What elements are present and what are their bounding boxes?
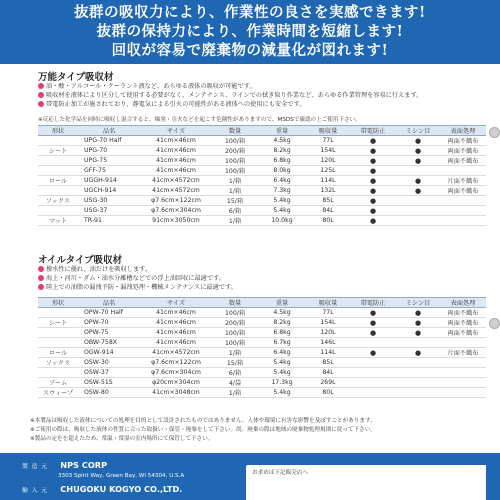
table-row xyxy=(38,136,486,146)
universal-bullets xyxy=(38,82,482,110)
bullet-item: 陸上での油脂の漏洩予防・漏洩処理・機械メンテナンスに最適です。 xyxy=(38,283,482,292)
bullet-item: 帯電防止加工が施されており、静電気による引火の可能性がある液体への使用にも安全です。 xyxy=(38,100,482,109)
table-row xyxy=(38,166,486,176)
table-cell: 6.7kg xyxy=(258,338,306,348)
column-header: 重量 xyxy=(258,298,306,308)
table-cell: 1/箱 xyxy=(212,388,258,398)
column-header: 数量 xyxy=(212,298,258,308)
section-title-oil: オイルタイプ吸収材 xyxy=(38,255,123,266)
table-cell: 269L xyxy=(306,378,350,388)
footnote: ※本製品は吸収した液体についての処理を目的として設計されたものではありません。人体や環境に有害な影響を及ぼすことがあります。 xyxy=(30,418,376,424)
table-cell: シート xyxy=(38,146,78,156)
column-header: 形状 xyxy=(38,298,78,308)
table-cell xyxy=(350,338,396,348)
table-cell: 15/箱 xyxy=(212,358,258,368)
column-header: 表面処理 xyxy=(440,298,486,308)
table-cell xyxy=(38,156,78,166)
column-header: ミシン目 xyxy=(396,126,440,136)
table-cell: 両面不織布 xyxy=(440,308,486,318)
manufacturer-row xyxy=(22,460,107,470)
table-cell xyxy=(38,338,78,348)
column-header: 帯電防止 xyxy=(350,126,396,136)
header-line-1: 抜群の吸収力により、作業性の良さを実感できます! xyxy=(74,4,426,21)
table-cell: 100/箱 xyxy=(212,338,258,348)
table-cell: ブーム xyxy=(38,378,78,388)
table-cell: 7.3kg xyxy=(258,186,306,196)
table-row xyxy=(38,146,486,156)
table-row xyxy=(38,176,486,186)
table-cell xyxy=(38,136,78,146)
table-cell: 41cm×4572cm xyxy=(140,176,212,186)
bullet-dot-icon xyxy=(38,275,44,281)
table-cell: UPG-70 xyxy=(78,146,140,156)
table-cell xyxy=(38,186,78,196)
table-cell: スウィープ xyxy=(38,388,78,398)
table-cell: 100/箱 xyxy=(212,156,258,166)
bullet-item: 撥水性に優れ、油だけを吸収します。 xyxy=(38,265,482,274)
dealer-label: お求めは下記販売店へ xyxy=(252,470,308,476)
universal-note: ※反応した化学品を同時に吸収し混合すると、爆発・引火などを起こす危険性がありますので、MSDSで確認の上ご使用下さい。 xyxy=(38,117,361,123)
table-cell: 5.4kg xyxy=(258,368,306,378)
binder-hole xyxy=(489,318,500,329)
table-cell: OSW-37 xyxy=(78,368,140,378)
bullet-dot-icon xyxy=(38,284,44,290)
oil-bullets xyxy=(38,265,482,293)
manufacturer-address: 3303 Spirit Way, Green Bay, WI 54304, U.S.A xyxy=(58,473,185,479)
table-cell xyxy=(396,358,440,368)
table-cell xyxy=(440,358,486,368)
table-cell: 片面不織布 xyxy=(440,176,486,186)
table-cell: UPG-75 xyxy=(78,156,140,166)
table-header-row xyxy=(38,126,486,136)
table-cell: 5.4kg xyxy=(258,196,306,206)
table-cell: ロール xyxy=(38,348,78,358)
table-cell: 84L xyxy=(306,206,350,216)
table-cell xyxy=(396,206,440,216)
table-cell xyxy=(350,378,396,388)
table-cell: 41cm×46cm xyxy=(140,328,212,338)
section-title-universal: 万能タイプ吸収材 xyxy=(38,72,114,83)
table-cell: φ20cm×304cm xyxy=(140,378,212,388)
importer-name: CHUGOKU KOGYO CO.,LTD. xyxy=(60,484,183,494)
check-dot-icon: ● xyxy=(350,196,396,206)
table-cell xyxy=(440,378,486,388)
table-cell xyxy=(396,166,440,176)
table-cell: 41cm×4572cm xyxy=(140,348,212,358)
table-cell: 125L xyxy=(306,166,350,176)
column-header: 吸収量 xyxy=(306,298,350,308)
table-cell xyxy=(396,388,440,398)
table-row xyxy=(38,186,486,196)
table-cell: φ7.6cm×304cm xyxy=(140,368,212,378)
oil-spec-table xyxy=(38,297,486,398)
table-cell: USG-30 xyxy=(78,196,140,206)
table-cell xyxy=(38,328,78,338)
table-cell: 41cm×46cm xyxy=(140,146,212,156)
table-cell: 4.5kg xyxy=(258,136,306,146)
importer-label: 輸 入 元 xyxy=(22,488,49,494)
table-row xyxy=(38,196,486,206)
table-cell: 132L xyxy=(306,186,350,196)
check-dot-icon: ● xyxy=(396,348,440,358)
table-cell: 84L xyxy=(306,368,350,378)
table-cell: 6.4kg xyxy=(258,176,306,186)
table-cell: 80L xyxy=(306,216,350,226)
table-cell xyxy=(396,216,440,226)
check-dot-icon: ● xyxy=(350,176,396,186)
bullet-dot-icon xyxy=(38,92,44,98)
table-row xyxy=(38,338,486,348)
column-header: 表面処理 xyxy=(440,126,486,136)
table-cell: 両面不織布 xyxy=(440,318,486,328)
table-cell: 41cm×46cm xyxy=(140,318,212,328)
table-row xyxy=(38,308,486,318)
table-cell: 41cm×4572cm xyxy=(140,186,212,196)
dealer-box xyxy=(246,465,486,500)
table-cell: UGGH-914 xyxy=(78,176,140,186)
table-cell: ソックス xyxy=(38,196,78,206)
check-dot-icon: ● xyxy=(350,328,396,338)
table-cell: 8.0kg xyxy=(258,166,306,176)
column-header: 帯電防止 xyxy=(350,298,396,308)
table-cell: ロール xyxy=(38,176,78,186)
table-cell: 77L xyxy=(306,136,350,146)
table-cell: 80L xyxy=(306,388,350,398)
table-cell: 41cm×46cm xyxy=(140,338,212,348)
column-header: サイズ xyxy=(140,126,212,136)
table-cell: 100/箱 xyxy=(212,166,258,176)
header-line-3: 回収が容易で廃棄物の減量化が図れます! xyxy=(111,42,389,59)
footnote: ※ご使用の際は、吸収した液体の性質に合った取扱い・保管・廃棄をして下さい。尚、廃棄の際は地域の廃棄物処理規則に従って下さい。 xyxy=(30,427,376,433)
table-cell: 120L xyxy=(306,328,350,338)
table-cell xyxy=(440,388,486,398)
table-cell: OSW-30 xyxy=(78,358,140,368)
table-cell: OSW-51S xyxy=(78,378,140,388)
table-cell: 85L xyxy=(306,358,350,368)
bullet-item: 吸収材を液体により区分して使用する必要がなく、メンテナンス、ラインでの拭き取り作業など、あらゆる作業管理を容易に行えます。 xyxy=(38,91,482,100)
table-cell: φ7.6cm×304cm xyxy=(140,206,212,216)
table-row xyxy=(38,358,486,368)
table-cell: 両面不織布 xyxy=(440,146,486,156)
check-dot-icon: ● xyxy=(350,318,396,328)
table-cell: 114L xyxy=(306,176,350,186)
table-cell: USG-37 xyxy=(78,206,140,216)
header-banner xyxy=(0,0,500,64)
table-row xyxy=(38,328,486,338)
table-cell: 6.4kg xyxy=(258,348,306,358)
table-cell xyxy=(38,368,78,378)
check-dot-icon: ● xyxy=(350,308,396,318)
table-cell: 17.3kg xyxy=(258,378,306,388)
table-cell: OPW-70 Half xyxy=(78,308,140,318)
table-cell: 114L xyxy=(306,348,350,358)
check-dot-icon: ● xyxy=(396,328,440,338)
table-cell: マット xyxy=(38,216,78,226)
table-cell xyxy=(440,338,486,348)
table-cell: 1/箱 xyxy=(212,176,258,186)
table-cell: ソックス xyxy=(38,358,78,368)
table-cell: OSW-80 xyxy=(78,388,140,398)
column-header: 数量 xyxy=(212,126,258,136)
table-cell: 4.5kg xyxy=(258,308,306,318)
table-cell: 146L xyxy=(306,338,350,348)
table-cell: OPW-70 xyxy=(78,318,140,328)
table-cell: 77L xyxy=(306,308,350,318)
table-cell: 41cm×3048cm xyxy=(140,388,212,398)
table-cell: 5.4kg xyxy=(258,206,306,216)
table-cell: 4/袋 xyxy=(212,378,258,388)
bullet-dot-icon xyxy=(38,266,44,272)
column-header: 品名 xyxy=(78,126,140,136)
table-cell: UGCH-914 xyxy=(78,186,140,196)
binder-hole xyxy=(489,127,500,138)
table-cell xyxy=(396,338,440,348)
table-cell: 6.8kg xyxy=(258,156,306,166)
table-cell xyxy=(440,368,486,378)
check-dot-icon: ● xyxy=(350,166,396,176)
importer-row xyxy=(22,484,182,494)
table-cell xyxy=(396,378,440,388)
check-dot-icon: ● xyxy=(350,156,396,166)
table-cell: OGW-914 xyxy=(78,348,140,358)
table-cell: 154L xyxy=(306,318,350,328)
table-cell: 41cm×46cm xyxy=(140,166,212,176)
table-cell xyxy=(440,196,486,206)
table-cell: UPG-70 Half xyxy=(78,136,140,146)
table-cell: シート xyxy=(38,318,78,328)
table-row xyxy=(38,368,486,378)
table-row xyxy=(38,318,486,328)
column-header: ミシン目 xyxy=(396,298,440,308)
bullet-item: 海上・河川・ダム・油水分離槽などでの浮上油回収に最適です。 xyxy=(38,274,482,283)
table-cell: φ7.6cm×122cm xyxy=(140,358,212,368)
table-cell: 200/箱 xyxy=(212,146,258,156)
table-cell: 両面不織布 xyxy=(440,186,486,196)
table-cell: 100/箱 xyxy=(212,136,258,146)
footnote: ※製品の定をを超えたため、常温・常湿の室内場所にて保管して下さい。 xyxy=(30,436,214,442)
table-row xyxy=(38,206,486,216)
check-dot-icon: ● xyxy=(350,136,396,146)
table-row xyxy=(38,156,486,166)
table-cell: 41cm×46cm xyxy=(140,308,212,318)
bullet-dot-icon xyxy=(38,101,44,107)
table-cell: 41cm×46cm xyxy=(140,136,212,146)
check-dot-icon: ● xyxy=(350,186,396,196)
check-dot-icon: ● xyxy=(396,156,440,166)
table-cell xyxy=(38,308,78,318)
table-cell xyxy=(350,358,396,368)
check-dot-icon: ● xyxy=(350,348,396,358)
column-header: サイズ xyxy=(140,298,212,308)
table-row xyxy=(38,216,486,226)
check-dot-icon: ● xyxy=(396,146,440,156)
table-cell: 91cm×3050cm xyxy=(140,216,212,226)
check-dot-icon: ● xyxy=(396,176,440,186)
table-cell: 両面不織布 xyxy=(440,328,486,338)
table-cell: 1/箱 xyxy=(212,216,258,226)
table-cell: 10.0kg xyxy=(258,216,306,226)
check-dot-icon: ● xyxy=(396,186,440,196)
table-row xyxy=(38,388,486,398)
table-cell: 8.2kg xyxy=(258,146,306,156)
column-header: 形状 xyxy=(38,126,78,136)
universal-spec-table xyxy=(38,125,486,226)
table-cell: 両面不織布 xyxy=(440,136,486,146)
table-cell xyxy=(440,166,486,176)
bullet-dot-icon xyxy=(38,83,44,89)
table-cell: 41cm×46cm xyxy=(140,156,212,166)
check-dot-icon: ● xyxy=(396,318,440,328)
table-cell: GFF-75 xyxy=(78,166,140,176)
table-cell: OPW-75 xyxy=(78,328,140,338)
table-cell xyxy=(396,368,440,378)
table-cell: 5.4kg xyxy=(258,388,306,398)
check-dot-icon: ● xyxy=(396,308,440,318)
table-cell xyxy=(350,388,396,398)
table-row xyxy=(38,348,486,358)
header-line-2: 抜群の保持力により、作業時間を短縮します! xyxy=(96,23,404,40)
table-cell: 8.2kg xyxy=(258,318,306,328)
table-cell xyxy=(440,206,486,216)
table-cell: 120L xyxy=(306,156,350,166)
table-cell: 片面不織布 xyxy=(440,348,486,358)
check-dot-icon: ● xyxy=(396,136,440,146)
table-cell xyxy=(396,196,440,206)
table-cell: 154L xyxy=(306,146,350,156)
table-cell: 6/箱 xyxy=(212,368,258,378)
table-cell: 15/箱 xyxy=(212,196,258,206)
table-cell: 6/箱 xyxy=(212,206,258,216)
check-dot-icon: ● xyxy=(350,216,396,226)
manufacturer-name: NPS CORP xyxy=(60,460,108,470)
bullet-item: 油・酸・アルコール・クーラント液など、あらゆる液体の吸収が可能です。 xyxy=(38,82,482,91)
table-cell: 85L xyxy=(306,196,350,206)
footnotes xyxy=(30,417,490,444)
manufacturer-label: 製 造 元 xyxy=(22,464,49,470)
column-header: 吸収量 xyxy=(306,126,350,136)
table-row xyxy=(38,378,486,388)
table-cell: 1/箱 xyxy=(212,348,258,358)
table-cell: 100/箱 xyxy=(212,308,258,318)
column-header: 重量 xyxy=(258,126,306,136)
table-cell: TR-91 xyxy=(78,216,140,226)
table-cell xyxy=(350,368,396,378)
table-cell: 両面不織布 xyxy=(440,156,486,166)
table-cell xyxy=(38,206,78,216)
table-cell: 5.4kg xyxy=(258,358,306,368)
table-header-row xyxy=(38,298,486,308)
table-cell: φ7.6cm×122cm xyxy=(140,196,212,206)
column-header: 品名 xyxy=(78,298,140,308)
check-dot-icon: ● xyxy=(350,146,396,156)
table-cell: 100/箱 xyxy=(212,328,258,338)
table-cell: 1/箱 xyxy=(212,186,258,196)
table-cell xyxy=(440,216,486,226)
table-cell: OBW-758X xyxy=(78,338,140,348)
table-cell: 200/箱 xyxy=(212,318,258,328)
table-cell: 6.8kg xyxy=(258,328,306,338)
table-cell xyxy=(38,166,78,176)
check-dot-icon: ● xyxy=(350,206,396,216)
